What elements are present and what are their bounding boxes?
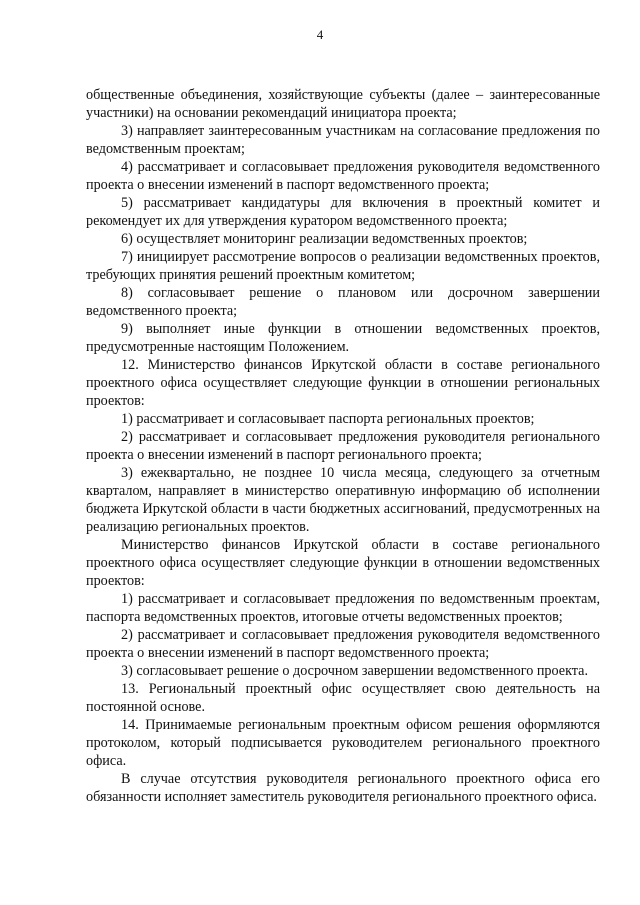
paragraph: 3) согласовывает решение о досрочном завершении ведомственного проекта.	[121, 663, 589, 679]
paragraph: В случае отсутствия руководителя регионального проектного офиса его обязанности исполняет заместитель руководителя регионального проектного офиса.	[86, 771, 600, 805]
paragraph: 1) рассматривает и согласовывает предложения по ведомственным проектам, паспорта ведомственных проектов, итоговые отчеты ведомственных проектов;	[86, 591, 600, 625]
paragraph: 5) рассматривает кандидатуры для включения в проектный комитет и рекомендует их для утверждения куратором ведомственного проекта;	[86, 195, 600, 229]
paragraph: 1) рассматривает и согласовывает паспорта региональных проектов;	[121, 411, 535, 427]
paragraph: 14. Принимаемые региональным проектным офисом решения оформляются протоколом, который подписывается руководителем регионального проектного офиса.	[86, 717, 600, 769]
paragraph: Министерство финансов Иркутской области в составе регионального проектного офиса осуществляет следующие функции в отношении ведомственных проектов:	[86, 537, 600, 589]
paragraph: 9) выполняет иные функции в отношении ведомственных проектов, предусмотренные настоящим Положением.	[86, 321, 600, 355]
paragraph: 8) согласовывает решение о плановом или досрочном завершении ведомственного проекта;	[86, 285, 600, 319]
paragraph: 13. Региональный проектный офис осуществляет свою деятельность на постоянной основе.	[86, 681, 600, 715]
paragraph: 2) рассматривает и согласовывает предложения руководителя ведомственного проекта о внесении изменений в паспорт ведомственного проекта;	[86, 627, 600, 661]
paragraph: 12. Министерство финансов Иркутской области в составе регионального проектного офиса осуществляет следующие функции в отношении региональных проектов:	[86, 357, 600, 409]
paragraph: 2) рассматривает и согласовывает предложения руководителя регионального проекта о внесении изменений в паспорт регионального проекта;	[86, 429, 600, 463]
page-number: 4	[316, 27, 324, 42]
paragraph: общественные объединения, хозяйствующие субъекты (далее – заинтересованные участники) на основании рекомендаций инициатора проекта;	[86, 87, 600, 121]
paragraph: 6) осуществляет мониторинг реализации ведомственных проектов;	[121, 231, 528, 247]
document-body	[86, 86, 600, 806]
paragraph: 4) рассматривает и согласовывает предложения руководителя ведомственного проекта о внесении изменений в паспорт ведомственного проекта;	[86, 159, 600, 193]
paragraph: 3) ежеквартально, не позднее 10 числа месяца, следующего за отчетным кварталом, направляет в министерство оперативную информацию об исполнении бюджета Иркутской области в части бюджетных ассигнований, предусмотренных на реализацию региональных проектов.	[86, 465, 600, 535]
paragraph: 7) инициирует рассмотрение вопросов о реализации ведомственных проектов, требующих принятия решений проектным комитетом;	[86, 249, 600, 283]
paragraph: 3) направляет заинтересованным участникам на согласование предложения по ведомственным проектам;	[86, 123, 600, 157]
